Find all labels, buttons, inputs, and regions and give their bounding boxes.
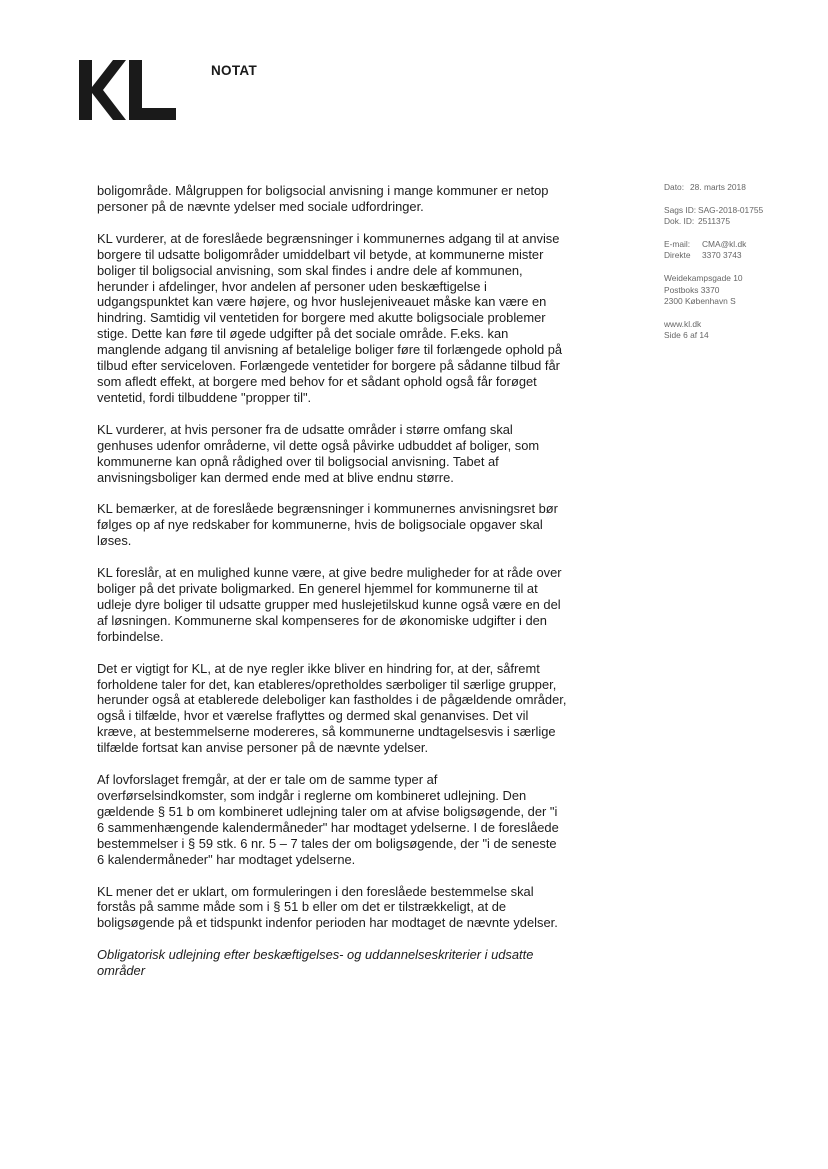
- dok-id-row: [664, 216, 814, 228]
- dok-id-value: 2511375: [698, 216, 730, 227]
- direct-phone-row: [664, 250, 814, 262]
- body-paragraph: KL bemærker, at de foreslåede begrænsninger i kommunernes anvisningsret bør følges op af nye redskaber for kommunerne, hvis de boligsociale opgaver skal løses.: [97, 501, 558, 549]
- address-line: Postboks 3370: [664, 284, 720, 295]
- date-label: Dato:: [664, 182, 685, 192]
- body-paragraph: KL vurderer, at hvis personer fra de udsatte områder i større omfang skal genhuses udenfor områderne, vil dette også påvirke udbuddet af boliger, som kommunerne kan opnå rådighed over til boligsocial anvisning. Tabet af anvisningsboliger kan dermed ende med at blive endnu større.: [97, 421, 540, 485]
- body-paragraph: KL mener det er uklart, om formuleringen i den foreslåede bestemmelse skal forstås på samme måde som i § 51 b eller om det er tilstrækkeligt, at de boligsøgende på et tidspunkt indenfor perioden har modtaget de nævnte ydelser.: [97, 883, 558, 931]
- email-row: [664, 239, 814, 251]
- direct-phone-value: 3370 3743: [702, 250, 742, 261]
- body-paragraph: KL foreslår, at en mulighed kunne være, at give bedre muligheder for at råde over boliger på det private boligmarked. En generel hjemmel for kommunerne til at udleje dyre boliger til udsatte grupper med huslejetilskud kunne også være en del af løsningen. Kommunerne skal kompenseres for de økonomiske udgifter i den forbindelse.: [97, 565, 562, 644]
- address-line: Weidekampsgade 10: [664, 272, 743, 283]
- body-paragraph: Af lovforslaget fremgår, at der er tale om de samme typer af overførselsindkomster, som indgår i reglerne om kombineret udlejning. Den gældende § 51 b om kombineret udlejning taler om at afvise boligsøgende, der "i 6 sammenhængende kalendermåneder" har modtaget ydelserne. I de foreslåede bestemmelser i § 59 stk. 6 nr. 5 – 7 tales der om boligsøgende, der "i de seneste 6 kalendermåneder" har modtaget ydelserne.: [97, 772, 559, 867]
- date-value: 28. marts 2018: [690, 182, 746, 192]
- email-label: E-mail:: [664, 238, 691, 249]
- email-value[interactable]: CMA@kl.dk: [702, 238, 747, 249]
- section-heading: Obligatorisk udlejning efter beskæftigelses- og uddannelseskriterier i udsatte områder: [97, 947, 534, 979]
- document-type: NOTAT: [211, 63, 257, 78]
- date-row: [664, 182, 814, 194]
- page-number: Side 6 af 14: [664, 330, 709, 341]
- metadata-sidebar: [664, 182, 814, 353]
- address-line: 2300 København S: [664, 296, 736, 307]
- body-paragraph: Det er vigtigt for KL, at de nye regler ikke bliver en hindring for, at der, såfremt forholdene taler for det, kan etableres/opretholdes særboliger til særlige grupper, herunder også at etablerede deleboliger kan fastholdes i de pågældende områder, også i tilfælde, hvor et værelse fraflyttes og dermed skal genanvises. Det vil kræve, at bestemmelserne modereres, så kommunerne undtagelsesvis i særlige tilfælde fortsat kan anvise personer på de nævnte ydelser.: [97, 660, 567, 756]
- sags-id-label: Sags ID:: [664, 204, 697, 215]
- direct-phone-label: Direkte: [664, 250, 691, 261]
- body-paragraph: KL vurderer, at de foreslåede begrænsninger i kommunernes adgang til at anvise borgere til udsatte boligområder umiddelbart vil betyde, at kommunerne mister boliger til boligsocial anvisning, som skal findes i andre dele af kommunen, herunder i afdelinger, hvor andelen af personer uden beskæftigelse i udgangspunktet kan være højere, og hvor huslejeniveauet måske kan være en hindring. Samtidig vil ventetiden for borgere med akutte boligsociale problemer stige. Dette kan føre til øgede udgifter på det sociale område. F.eks. kan manglende adgang til anvisning af betalelige boliger føre til forlængede ophold på tilbud efter serviceloven. Forlængede ventetider for borgere på sådanne tilbud får som afledt effekt, at borgere med behov for et sådant ophold også får forøget ventetid, fordi tilbuddene "propper til".: [97, 230, 563, 405]
- body-paragraph: boligområde. Målgruppen for boligsocial anvisning i mange kommuner er netop personer på de nævnte ydelser med sociale udfordringer.: [97, 183, 549, 214]
- sags-id-row: [664, 205, 814, 217]
- sags-id-value: SAG-2018-01755: [698, 204, 764, 215]
- document-body: [97, 183, 567, 995]
- dok-id-label: Dok. ID:: [664, 216, 695, 227]
- website-link[interactable]: www.kl.dk: [664, 318, 702, 329]
- kl-logo: [79, 60, 179, 120]
